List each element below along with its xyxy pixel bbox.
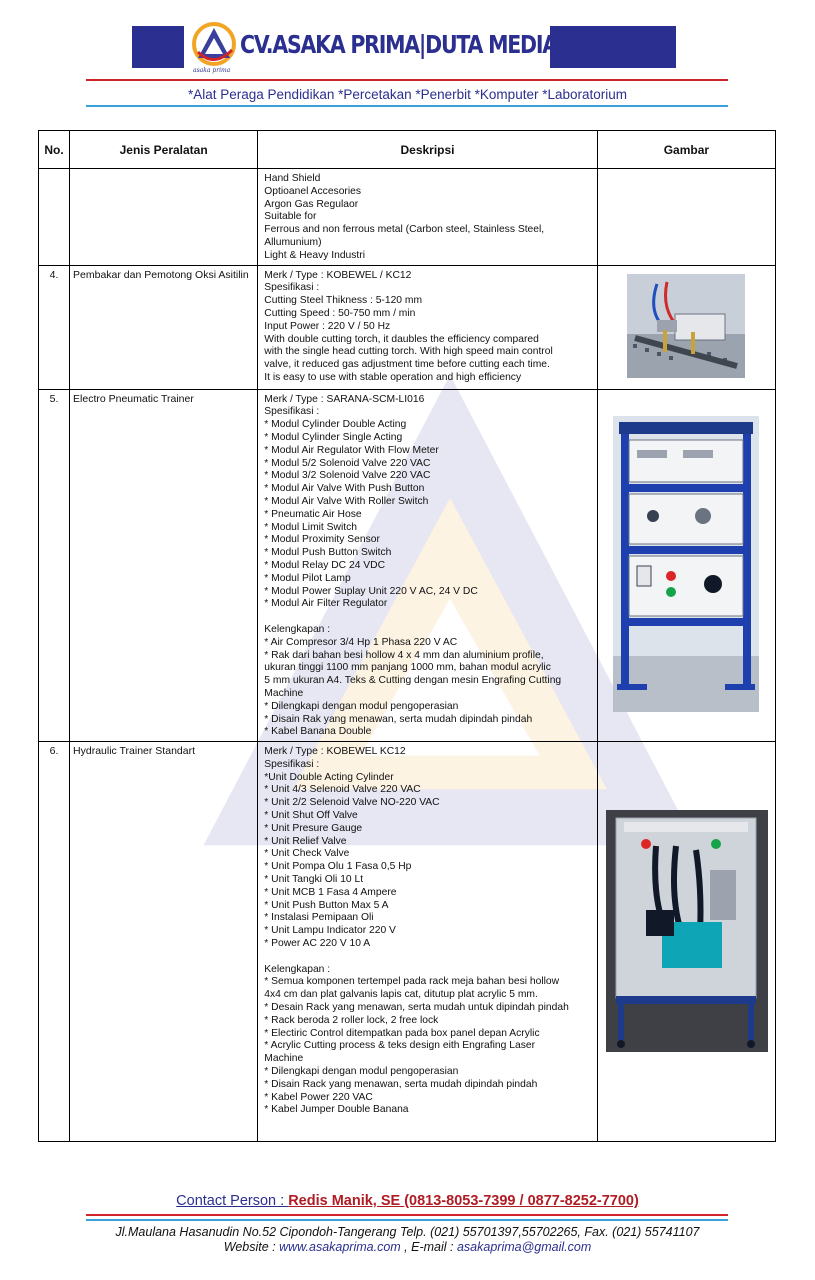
description-line: * Unit Lampu Indicator 220 V [264, 925, 396, 937]
description-line: * Air Compresor 3/4 Hp 1 Phasa 220 V AC [264, 636, 458, 648]
row-description [258, 742, 597, 1142]
description-line: with the single head cutting torch. With high speed main control [264, 346, 553, 358]
description-line: * Rak dari bahan besi hollow 4 x 4 mm dan aluminium profile, [264, 649, 544, 661]
footer-rule-red [86, 1214, 728, 1216]
equipment-table [38, 130, 776, 1142]
description-line: * Modul Push Button Switch [264, 547, 392, 559]
company-logo-icon [190, 22, 238, 72]
description-line: * Desain Rack yang menawan, serta mudah untuk dipindah pindah [264, 1002, 569, 1014]
description-line: Allumunium) [264, 236, 322, 248]
header-no: No. [39, 131, 70, 169]
website-label: Website : [223, 1240, 280, 1254]
footer-rule-blue [86, 1219, 728, 1221]
row-number [39, 169, 70, 266]
description-line: ukuran tinggi 1100 mm panjang 1000 mm, bahan modul acrylic [264, 662, 551, 674]
description-line: 4x4 cm dan plat galvanis lapis cat, ditutup plat acrylic 5 mm. [264, 989, 538, 1001]
row-number: 6. [39, 742, 70, 1142]
contact-person [0, 1193, 815, 1209]
description-line: * Power AC 220 V 10 A [264, 938, 371, 950]
table-row [39, 389, 776, 742]
row-number: 4. [39, 265, 70, 389]
description-line: Merk / Type : KOBEWEL KC12 [264, 746, 406, 758]
description-line: 5 mm ukuran A4. Teks & Cutting dengan mesin Engrafing Cutting [264, 675, 562, 687]
description-line: * Unit 4/3 Selenoid Valve 220 VAC [264, 784, 421, 796]
tagline: *Alat Peraga Pendidikan *Percetakan *Penerbit *Komputer *Laboratorium [187, 87, 627, 102]
description-line: * Modul Power Suplay Unit 220 V AC, 24 V DC [264, 585, 478, 597]
description-line: Cutting Speed : 50-750 mm / min [264, 307, 416, 319]
description-line: * Modul Air Regulator With Flow Meter [264, 444, 439, 456]
contact-value: Redis Manik, SE (0813-8053-7399 / 0877-8252-7700) [288, 1193, 639, 1209]
description-line: * Modul Cylinder Single Acting [264, 431, 403, 443]
description-line: * Modul Limit Switch [264, 521, 357, 533]
header-rule-blue [86, 105, 728, 107]
row-image-cell [597, 742, 775, 1142]
description-line: * Unit Presure Gauge [264, 822, 363, 834]
email-link[interactable]: asakaprima@gmail.com [456, 1240, 592, 1254]
description-line: * Unit MCB 1 Fasa 4 Ampere [264, 886, 397, 898]
description-line: * Unit 2/2 Selenoid Valve NO-220 VAC [264, 797, 440, 809]
table-header-row [39, 131, 776, 169]
row-equipment-name: Pembakar dan Pemotong Oksi Asitilin [70, 265, 258, 389]
row-equipment-name: Electro Pneumatic Trainer [70, 389, 258, 742]
description-line: * Modul 3/2 Solenoid Valve 220 VAC [264, 470, 431, 482]
description-line: * Semua komponen tertempel pada rack meja bahan besi hollow [264, 976, 560, 988]
description-line: Suitable for [264, 211, 317, 223]
description-line: It is easy to use with stable operation and high efficiency [264, 371, 522, 383]
cutting-machine-photo [627, 274, 745, 378]
description-line: * Electiric Control ditempatkan pada box panel depan Acrylic [264, 1027, 540, 1039]
description-line: * Disain Rak yang menawan, serta mudah dipindah pindah [264, 713, 533, 725]
email-label: , E-mail : [400, 1240, 457, 1254]
description-line: Kelengkapan : [264, 623, 331, 635]
header-desc: Deskripsi [258, 131, 597, 169]
description-line: Machine [264, 1053, 304, 1065]
header-image: Gambar [597, 131, 775, 169]
description-line: Spesifikasi : [264, 758, 320, 770]
description-line: Input Power : 220 V / 50 Hz [264, 320, 391, 332]
row-equipment-name: Hydraulic Trainer Standart [70, 742, 258, 1142]
description-line: * Acrylic Cutting process & teks design eith Engrafing Laser [264, 1040, 535, 1052]
company-name: CV.ASAKA PRIMA|DUTA MEDIA GROUP [240, 30, 639, 59]
table-row [39, 265, 776, 389]
description-line: With double cutting torch, it daubles the efficiency compared [264, 333, 539, 345]
description-line: Argon Gas Regulaor [264, 198, 359, 210]
company-address: Jl.Maulana Hasanudin No.52 Cipondoh-Tangerang Telp. (021) 55701397,55702265, Fax. (021) 55741107 [115, 1225, 700, 1239]
description-line: Cutting Steel Thikness : 5-120 mm [264, 295, 423, 307]
description-line: * Dilengkapi dengan modul pengoperasian [264, 700, 459, 712]
description-line: * Rack beroda 2 roller lock, 2 free lock [264, 1014, 439, 1026]
description-line: * Disain Rack yang menawan, serta mudah dipindah pindah [264, 1078, 538, 1090]
description-line: valve, it reduced gas adjustment time before cutting each time. [264, 359, 550, 371]
description-line: Light & Heavy Industri [264, 249, 366, 261]
description-line: * Modul Relay DC 24 VDC [264, 559, 386, 571]
hydraulic-trainer-photo [606, 810, 768, 1052]
description-line: * Modul Air Valve With Push Button [264, 483, 425, 495]
description-line: * Kabel Power 220 VAC [264, 1091, 373, 1103]
description-gap [264, 951, 596, 964]
table-row [39, 169, 776, 266]
row-description [258, 389, 597, 742]
description-line: * Modul Pilot Lamp [264, 572, 351, 584]
electro-pneumatic-trainer-photo [613, 416, 759, 712]
description-line: Spesifikasi : [264, 282, 320, 294]
description-line: Spesifikasi : [264, 406, 320, 418]
row-number: 5. [39, 389, 70, 742]
row-image-cell [597, 389, 775, 742]
description-gap [264, 611, 596, 624]
description-line: * Pneumatic Air Hose [264, 508, 362, 520]
description-line: * Kabel Banana Double [264, 726, 372, 738]
row-image-cell [597, 265, 775, 389]
row-description [258, 265, 597, 389]
row-image-cell [597, 169, 775, 266]
description-line: * Unit Push Button Max 5 A [264, 899, 389, 911]
description-line: * Modul Air Valve With Roller Switch [264, 495, 429, 507]
description-line: Hand Shield [264, 173, 321, 184]
header-name: Jenis Peralatan [70, 131, 258, 169]
header-bar-left [132, 26, 184, 68]
description-line: * Unit Relief Valve [264, 835, 347, 847]
row-equipment-name [70, 169, 258, 266]
description-line: Ferrous and non ferrous metal (Carbon steel, Stainless Steel, [264, 224, 545, 236]
website-link[interactable]: www.asakaprima.com [279, 1240, 401, 1254]
table-row [39, 742, 776, 1142]
contact-label: Contact Person : [176, 1193, 289, 1209]
description-line: * Dilengkapi dengan modul pengoperasian [264, 1066, 459, 1078]
description-line: * Unit Check Valve [264, 848, 350, 860]
row-description [258, 169, 597, 266]
description-line: * Modul Proximity Sensor [264, 534, 380, 546]
description-line: * Modul Cylinder Double Acting [264, 419, 407, 431]
description-line: * Instalasi Pemipaan Oli [264, 912, 374, 924]
logo-caption: asaka prima [193, 67, 231, 74]
description-line: * Unit Shut Off Valve [264, 810, 358, 822]
header-rule-red [86, 79, 728, 81]
description-line: Merk / Type : KOBEWEL / KC12 [264, 269, 412, 281]
description-line: * Unit Tangki Oli 10 Lt [264, 874, 364, 886]
description-line: Optioanel Accesories [264, 185, 362, 197]
description-line: * Kabel Jumper Double Banana [264, 1104, 409, 1116]
description-line: Merk / Type : SARANA-SCM-LI016 [264, 393, 425, 405]
description-line: * Modul 5/2 Solenoid Valve 220 VAC [264, 457, 431, 469]
description-line: *Unit Double Acting Cylinder [264, 771, 394, 783]
website-email-line [0, 1240, 815, 1254]
description-line: * Modul Air Filter Regulator [264, 598, 388, 610]
description-line: Kelengkapan : [264, 963, 331, 975]
description-line: * Unit Pompa Olu 1 Fasa 0,5 Hp [264, 861, 412, 873]
description-line: Machine [264, 687, 304, 699]
